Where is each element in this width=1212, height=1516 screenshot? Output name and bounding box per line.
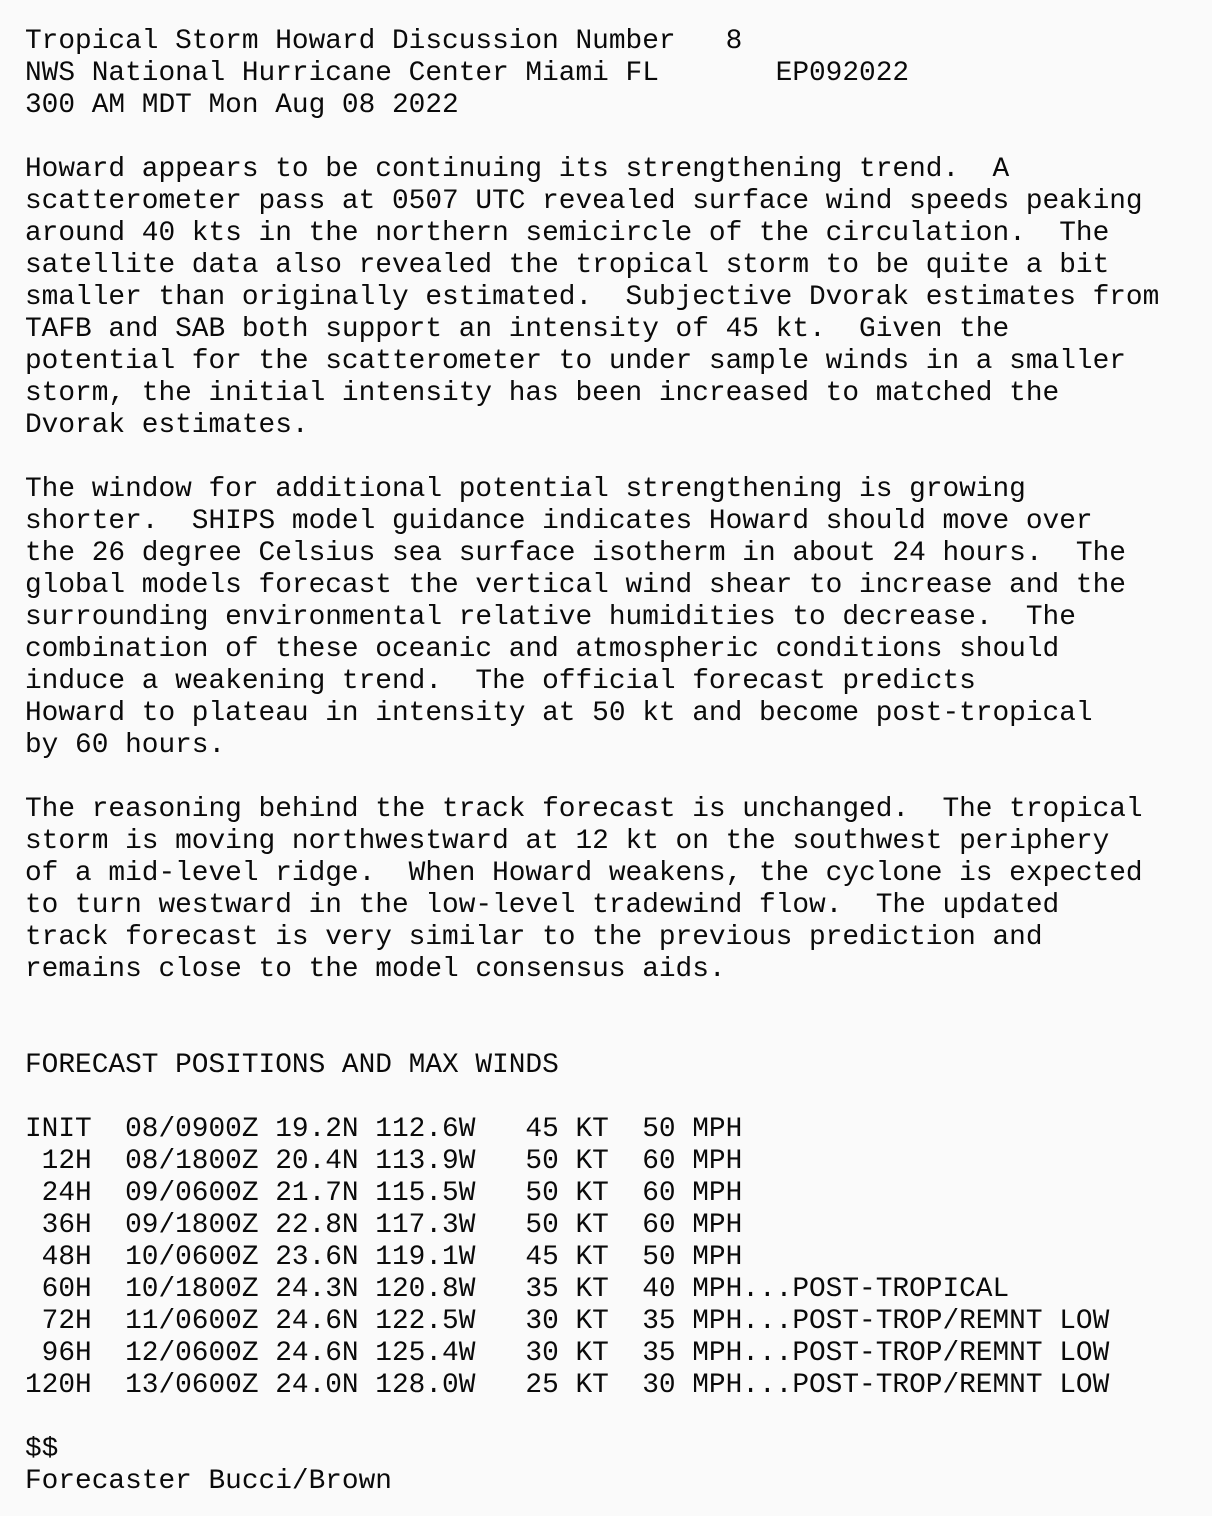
forecast-table-section: [25, 1050, 1212, 1082]
text-line: storm is moving northwestward at 12 kt on the southwest periphery: [25, 826, 1110, 857]
text-line: surrounding environmental relative humidities to decrease. The: [25, 602, 1076, 633]
text-line: global models forecast the vertical wind shear to increase and the: [25, 570, 1126, 601]
forecast-row: 96H 12/0600Z 24.6N 125.4W 30 KT 35 MPH...POST-TROP/REMNT LOW: [25, 1338, 1110, 1369]
forecast-table-heading: FORECAST POSITIONS AND MAX WINDS: [25, 1050, 559, 1081]
product-terminator: $$: [25, 1434, 59, 1465]
forecast-row: 48H 10/0600Z 23.6N 119.1W 45 KT 50 MPH: [25, 1242, 743, 1273]
text-line: by 60 hours.: [25, 730, 226, 761]
text-line: track forecast is very similar to the previous prediction and: [25, 922, 1043, 953]
text-line: scatterometer pass at 0507 UTC revealed surface wind speeds peaking: [25, 186, 1143, 217]
text-line: of a mid-level ridge. When Howard weakens, the cyclone is expected: [25, 858, 1143, 889]
text-line: TAFB and SAB both support an intensity of 45 kt. Given the: [25, 314, 1010, 345]
paragraph-intensity-analysis: [25, 154, 1212, 442]
text-line: to turn westward in the low-level tradewind flow. The updated: [25, 890, 1060, 921]
product-header: [25, 26, 1212, 122]
forecast-row: 24H 09/0600Z 21.7N 115.5W 50 KT 60 MPH: [25, 1178, 743, 1209]
product-footer: [25, 1434, 1212, 1498]
forecaster-signature: Forecaster Bucci/Brown: [25, 1466, 392, 1497]
text-line: Dvorak estimates.: [25, 410, 309, 441]
forecast-positions-table: [25, 1114, 1212, 1402]
forecast-row: 12H 08/1800Z 20.4N 113.9W 50 KT 60 MPH: [25, 1146, 743, 1177]
text-line: the 26 degree Celsius sea surface isotherm in about 24 hours. The: [25, 538, 1126, 569]
text-line: induce a weakening trend. The official forecast predicts: [25, 666, 976, 697]
forecast-row: 60H 10/1800Z 24.3N 120.8W 35 KT 40 MPH...POST-TROPICAL: [25, 1274, 1010, 1305]
forecast-row: 36H 09/1800Z 22.8N 117.3W 50 KT 60 MPH: [25, 1210, 743, 1241]
issuing-office-line: NWS National Hurricane Center Miami FL EP092022: [25, 58, 910, 89]
text-line: remains close to the model consensus aids.: [25, 954, 726, 985]
text-line: Howard appears to be continuing its strengthening trend. A: [25, 154, 1010, 185]
text-line: potential for the scatterometer to under sample winds in a smaller: [25, 346, 1126, 377]
product-title-line: Tropical Storm Howard Discussion Number 8: [25, 26, 743, 57]
text-line: The window for additional potential strengthening is growing: [25, 474, 1026, 505]
text-line: storm, the initial intensity has been increased to matched the: [25, 378, 1060, 409]
paragraph-track-forecast: [25, 794, 1212, 986]
text-line: combination of these oceanic and atmospheric conditions should: [25, 634, 1060, 665]
forecast-row: 72H 11/0600Z 24.6N 122.5W 30 KT 35 MPH...POST-TROP/REMNT LOW: [25, 1306, 1110, 1337]
text-line: around 40 kts in the northern semicircle of the circulation. The: [25, 218, 1110, 249]
text-line: Howard to plateau in intensity at 50 kt and become post-tropical: [25, 698, 1093, 729]
text-line: satellite data also revealed the tropical storm to be quite a bit: [25, 250, 1110, 281]
forecast-row: INIT 08/0900Z 19.2N 112.6W 45 KT 50 MPH: [25, 1114, 743, 1145]
text-line: The reasoning behind the track forecast is unchanged. The tropical: [25, 794, 1143, 825]
forecast-row: 120H 13/0600Z 24.0N 128.0W 25 KT 30 MPH...POST-TROP/REMNT LOW: [25, 1370, 1110, 1401]
paragraph-intensity-forecast: [25, 474, 1212, 762]
issue-time-line: 300 AM MDT Mon Aug 08 2022: [25, 90, 459, 121]
text-line: shorter. SHIPS model guidance indicates Howard should move over: [25, 506, 1093, 537]
text-line: smaller than originally estimated. Subjective Dvorak estimates from: [25, 282, 1160, 313]
